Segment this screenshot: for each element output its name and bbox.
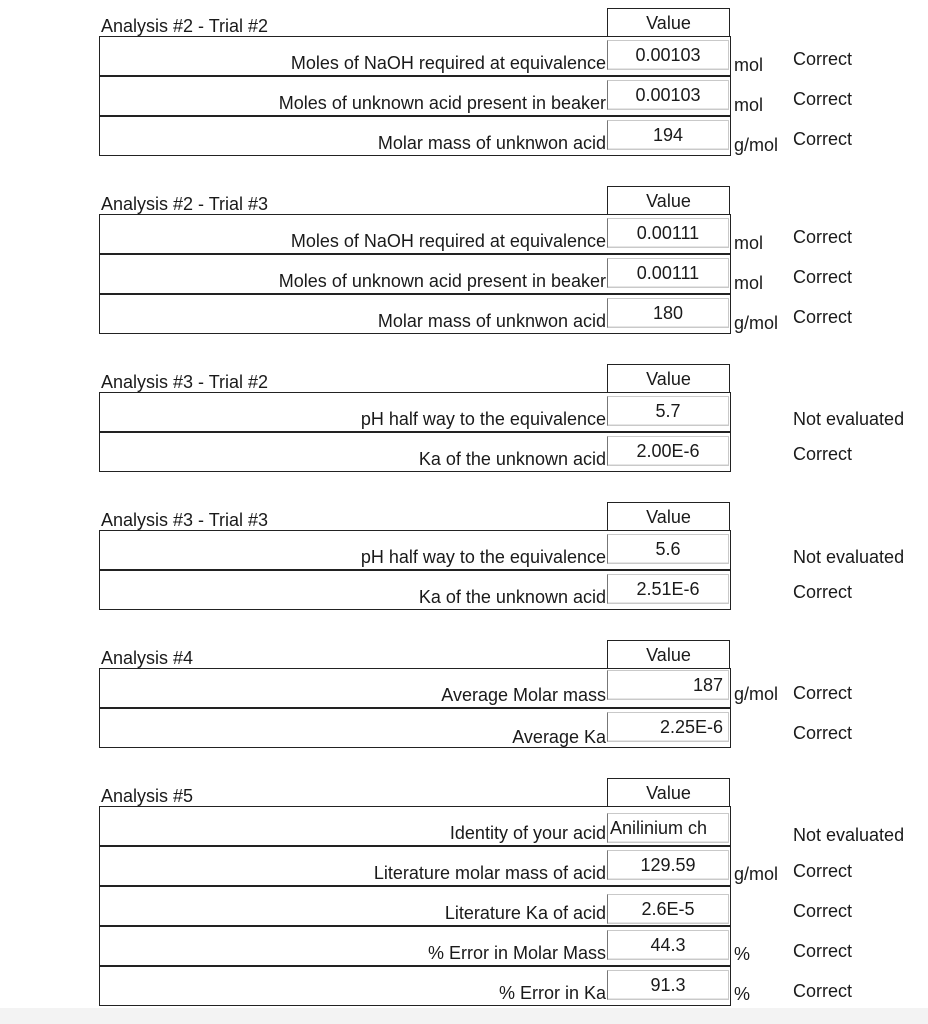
status-text: Correct bbox=[793, 683, 853, 703]
section-title: Analysis #4 bbox=[101, 648, 194, 668]
value-column-header: Value bbox=[607, 778, 730, 806]
table-row bbox=[0, 668, 928, 708]
status-text: Correct bbox=[793, 89, 853, 109]
status-text: Correct bbox=[793, 582, 853, 602]
unit-label: g/mol bbox=[734, 684, 779, 704]
table-row bbox=[0, 846, 928, 886]
section-title: Analysis #2 - Trial #3 bbox=[101, 194, 269, 214]
value-input[interactable]: 5.7 bbox=[607, 396, 729, 426]
value-column-header: Value bbox=[607, 364, 730, 392]
value-input[interactable]: 129.59 bbox=[607, 850, 729, 880]
table-row bbox=[0, 886, 928, 926]
value-input[interactable]: 2.25E-6 bbox=[607, 712, 729, 742]
unit-label: % bbox=[734, 944, 751, 964]
value-input[interactable]: 0.00103 bbox=[607, 80, 729, 110]
table-row bbox=[0, 570, 928, 610]
table-row bbox=[0, 294, 928, 334]
table-row bbox=[0, 214, 928, 254]
status-text: Correct bbox=[793, 227, 853, 247]
status-text: Correct bbox=[793, 444, 853, 464]
value-input[interactable]: Anilinium ch bbox=[607, 813, 729, 843]
row-label: Moles of unknown acid present in beaker bbox=[278, 271, 606, 291]
value-input[interactable]: 180 bbox=[607, 298, 729, 328]
table-row bbox=[0, 392, 928, 432]
unit-label: g/mol bbox=[734, 135, 779, 155]
status-text: Correct bbox=[793, 129, 853, 149]
row-label: pH half way to the equivalence bbox=[360, 547, 606, 567]
table-row bbox=[0, 432, 928, 472]
value-input[interactable]: 91.3 bbox=[607, 970, 729, 1000]
unit-label: mol bbox=[734, 55, 764, 75]
row-label: Moles of NaOH required at equivalence bbox=[290, 53, 606, 73]
unit-label: mol bbox=[734, 273, 764, 293]
row-label: Moles of unknown acid present in beaker bbox=[278, 93, 606, 113]
status-text: Not evaluated bbox=[793, 547, 905, 567]
unit-label: mol bbox=[734, 95, 764, 115]
value-input[interactable]: 44.3 bbox=[607, 930, 729, 960]
value-input[interactable]: 2.51E-6 bbox=[607, 574, 729, 604]
unit-label: g/mol bbox=[734, 313, 779, 333]
row-label: Molar mass of unknwon acid bbox=[377, 133, 606, 153]
table-row bbox=[0, 708, 928, 748]
value-column-header: Value bbox=[607, 502, 730, 530]
row-label: Ka of the unknown acid bbox=[418, 449, 606, 469]
table-row bbox=[0, 926, 928, 966]
status-text: Correct bbox=[793, 49, 853, 69]
section-title: Analysis #5 bbox=[101, 786, 194, 806]
row-label: Moles of NaOH required at equivalence bbox=[290, 231, 606, 251]
table-row bbox=[0, 36, 928, 76]
value-input[interactable]: 187 bbox=[607, 670, 729, 700]
status-text: Correct bbox=[793, 901, 853, 921]
unit-label: % bbox=[734, 984, 751, 1004]
table-row bbox=[0, 116, 928, 156]
row-label: pH half way to the equivalence bbox=[360, 409, 606, 429]
row-label: Molar mass of unknwon acid bbox=[377, 311, 606, 331]
value-input[interactable]: 194 bbox=[607, 120, 729, 150]
value-input[interactable]: 0.00103 bbox=[607, 40, 729, 70]
status-text: Not evaluated bbox=[793, 409, 905, 429]
status-text: Correct bbox=[793, 861, 853, 881]
value-column-header: Value bbox=[607, 186, 730, 214]
unit-label: mol bbox=[734, 233, 764, 253]
section-title: Analysis #2 - Trial #2 bbox=[101, 16, 269, 36]
row-label: Ka of the unknown acid bbox=[418, 587, 606, 607]
value-column-header: Value bbox=[607, 640, 730, 668]
value-input[interactable]: 5.6 bbox=[607, 534, 729, 564]
unit-label: g/mol bbox=[734, 864, 779, 884]
status-text: Correct bbox=[793, 307, 853, 327]
section-title: Analysis #3 - Trial #3 bbox=[101, 510, 269, 530]
table-row bbox=[0, 966, 928, 1006]
status-text: Correct bbox=[793, 941, 853, 961]
status-text: Correct bbox=[793, 267, 853, 287]
row-label: Literature Ka of acid bbox=[444, 903, 606, 923]
status-text: Correct bbox=[793, 981, 853, 1001]
value-input[interactable]: 2.6E-5 bbox=[607, 894, 729, 924]
value-input[interactable]: 0.00111 bbox=[607, 218, 729, 248]
section-title: Analysis #3 - Trial #2 bbox=[101, 372, 269, 392]
value-input[interactable]: 2.00E-6 bbox=[607, 436, 729, 466]
row-label: Average Ka bbox=[512, 727, 606, 747]
row-label: Identity of your acid bbox=[449, 823, 606, 843]
value-input[interactable]: 0.00111 bbox=[607, 258, 729, 288]
table-row bbox=[0, 806, 928, 846]
status-text: Not evaluated bbox=[793, 825, 905, 845]
row-label: Literature molar mass of acid bbox=[373, 863, 606, 883]
value-column-header: Value bbox=[607, 8, 730, 36]
row-label: % Error in Molar Mass bbox=[427, 943, 606, 963]
row-label: % Error in Ka bbox=[498, 983, 606, 1003]
status-text: Correct bbox=[793, 723, 853, 743]
table-row bbox=[0, 530, 928, 570]
bottom-strip bbox=[0, 1008, 928, 1024]
row-label: Average Molar mass bbox=[441, 685, 606, 705]
table-row bbox=[0, 254, 928, 294]
table-row bbox=[0, 76, 928, 116]
